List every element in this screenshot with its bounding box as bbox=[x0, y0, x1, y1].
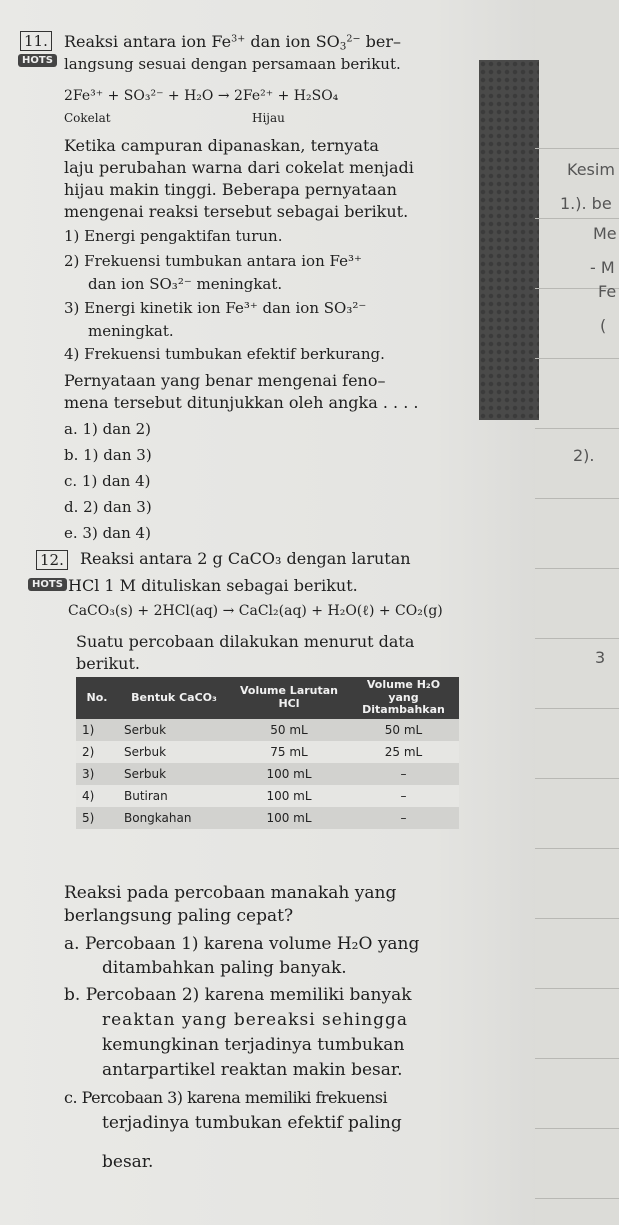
notebook-line bbox=[535, 848, 619, 849]
table-cell: Serbuk bbox=[118, 763, 230, 785]
question-11-number: 11. bbox=[20, 32, 52, 50]
table-cell: 4) bbox=[76, 785, 118, 807]
notebook-line bbox=[535, 1058, 619, 1059]
question-12-intro: Reaksi antara 2 g CaCO₃ dengan larutan bbox=[80, 549, 411, 568]
notebook-line bbox=[535, 148, 619, 149]
table-cell: 50 mL bbox=[230, 719, 348, 741]
question-12-ask-cont: berlangsung paling cepat? bbox=[64, 906, 294, 926]
color-label-brown: Cokelat bbox=[64, 111, 111, 125]
option-c-cont: terjadinya tumbukan efektif paling bbox=[102, 1113, 402, 1133]
table-header: Bentuk CaCO₃ bbox=[118, 677, 230, 719]
notebook-line bbox=[535, 428, 619, 429]
option-b-cont: reaktan yang bereaksi sehingga bbox=[102, 1010, 409, 1030]
table-cell: 100 mL bbox=[230, 763, 348, 785]
notebook-edge bbox=[535, 0, 619, 1225]
question-11-intro: Reaksi antara ion $Fe^{3+}$ dan ion $SO_3^{2-}$ ber– bbox=[64, 32, 401, 53]
statement-1: 1) Energi pengaktifan turun. bbox=[64, 227, 283, 245]
statement-3: 3) Energi kinetik ion Fe³⁺ dan ion SO₃²⁻ bbox=[64, 299, 367, 317]
table-cell: 25 mL bbox=[348, 741, 459, 763]
option-e[interactable]: e. 3) dan 4) bbox=[64, 524, 151, 542]
option-b[interactable]: b. 1) dan 3) bbox=[64, 446, 152, 464]
data-intro: Suatu percobaan dilakukan menurut data bbox=[76, 632, 415, 651]
option-a-cont: ditambahkan paling banyak. bbox=[102, 958, 347, 978]
option-c[interactable]: c. 1) dan 4) bbox=[64, 472, 151, 490]
question-11-intro-line2: langsung sesuai dengan persamaan berikut. bbox=[64, 55, 401, 73]
option-d[interactable]: d. 2) dan 3) bbox=[64, 498, 152, 516]
table-cell: 100 mL bbox=[230, 807, 348, 829]
notebook-line bbox=[535, 988, 619, 989]
margin-note: Me bbox=[593, 224, 617, 243]
notebook-line bbox=[535, 568, 619, 569]
table-cell: 5) bbox=[76, 807, 118, 829]
table-cell: – bbox=[348, 763, 459, 785]
margin-note: 2). bbox=[573, 446, 595, 465]
statement-2-cont: dan ion SO₃²⁻ meningkat. bbox=[88, 275, 283, 293]
table-cell: Butiran bbox=[118, 785, 230, 807]
option-b-cont: kemungkinan terjadinya tumbukan bbox=[102, 1035, 405, 1055]
notebook-line bbox=[535, 218, 619, 219]
hots-badge: HOTS bbox=[28, 578, 67, 591]
statement-4: 4) Frekuensi tumbukan efektif berkurang. bbox=[64, 345, 385, 363]
table-row bbox=[76, 807, 459, 829]
statement-3-cont: meningkat. bbox=[88, 322, 174, 340]
binding-shadow bbox=[479, 60, 539, 420]
table-row bbox=[76, 741, 459, 763]
question-12-ask: Reaksi pada percobaan manakah yang bbox=[64, 883, 397, 903]
table-cell: 1) bbox=[76, 719, 118, 741]
question-11-ask-cont: mena tersebut ditunjukkan oleh angka . . . . bbox=[64, 393, 419, 412]
margin-note: - M bbox=[590, 258, 615, 277]
paragraph-line: Ketika campuran dipanaskan, ternyata bbox=[64, 136, 379, 155]
option-b[interactable]: b. Percobaan 2) karena memiliki banyak bbox=[64, 985, 412, 1005]
hots-badge: HOTS bbox=[18, 54, 57, 67]
margin-note: 1.). be bbox=[560, 194, 612, 213]
table-cell: – bbox=[348, 785, 459, 807]
table-cell: 3) bbox=[76, 763, 118, 785]
option-c[interactable]: c. Percobaan 3) karena memiliki frekuensi bbox=[64, 1088, 388, 1107]
question-12-number: 12. bbox=[36, 551, 68, 569]
question-12-intro-cont: HCl 1 M dituliskan sebagai berikut. bbox=[68, 576, 358, 595]
notebook-line bbox=[535, 708, 619, 709]
notebook-line bbox=[535, 1128, 619, 1129]
redox-equation: 2Fe³⁺ + SO₃²⁻ + H₂O → 2Fe²⁺ + H₂SO₄ bbox=[64, 88, 339, 104]
question-11-ask: Pernyataan yang benar mengenai feno– bbox=[64, 371, 386, 390]
table-row bbox=[76, 719, 459, 741]
notebook-line bbox=[535, 1198, 619, 1199]
notebook-line bbox=[535, 638, 619, 639]
notebook-line bbox=[535, 498, 619, 499]
table-cell: – bbox=[348, 807, 459, 829]
table-cell: 75 mL bbox=[230, 741, 348, 763]
table-cell: 2) bbox=[76, 741, 118, 763]
option-c-cont: besar. bbox=[102, 1152, 154, 1172]
table-cell: Serbuk bbox=[118, 741, 230, 763]
reaction-equation: CaCO₃(s) + 2HCl(aq) → CaCl₂(aq) + H₂O(ℓ) + CO₂(g) bbox=[68, 603, 443, 619]
paragraph-line: mengenai reaksi tersebut sebagai berikut. bbox=[64, 202, 409, 221]
color-label-green: Hijau bbox=[252, 111, 285, 125]
table-header: Volume H₂O yang Ditambahkan bbox=[348, 677, 459, 719]
margin-note: 3 bbox=[595, 648, 606, 667]
data-intro-cont: berikut. bbox=[76, 654, 140, 673]
table-row bbox=[76, 763, 459, 785]
margin-note: ( bbox=[600, 316, 607, 335]
statement-2: 2) Frekuensi tumbukan antara ion Fe³⁺ bbox=[64, 252, 362, 270]
paragraph-line: laju perubahan warna dari cokelat menjadi bbox=[64, 158, 414, 177]
option-a[interactable]: a. Percobaan 1) karena volume H₂O yang bbox=[64, 934, 420, 954]
table-cell: Bongkahan bbox=[118, 807, 230, 829]
table-header: Volume Larutan HCl bbox=[230, 677, 348, 719]
notebook-line bbox=[535, 918, 619, 919]
margin-note: Kesim bbox=[567, 160, 615, 179]
notebook-line bbox=[535, 778, 619, 779]
margin-note: Fe bbox=[598, 282, 617, 301]
table-row bbox=[76, 785, 459, 807]
paragraph-line: hijau makin tinggi. Beberapa pernyataan bbox=[64, 180, 397, 199]
option-a[interactable]: a. 1) dan 2) bbox=[64, 420, 152, 438]
table-cell: 50 mL bbox=[348, 719, 459, 741]
experiment-table bbox=[76, 677, 459, 829]
table-header: No. bbox=[76, 677, 118, 719]
notebook-line bbox=[535, 358, 619, 359]
table-cell: 100 mL bbox=[230, 785, 348, 807]
table-cell: Serbuk bbox=[118, 719, 230, 741]
option-b-cont: antarpartikel reaktan makin besar. bbox=[102, 1060, 403, 1080]
